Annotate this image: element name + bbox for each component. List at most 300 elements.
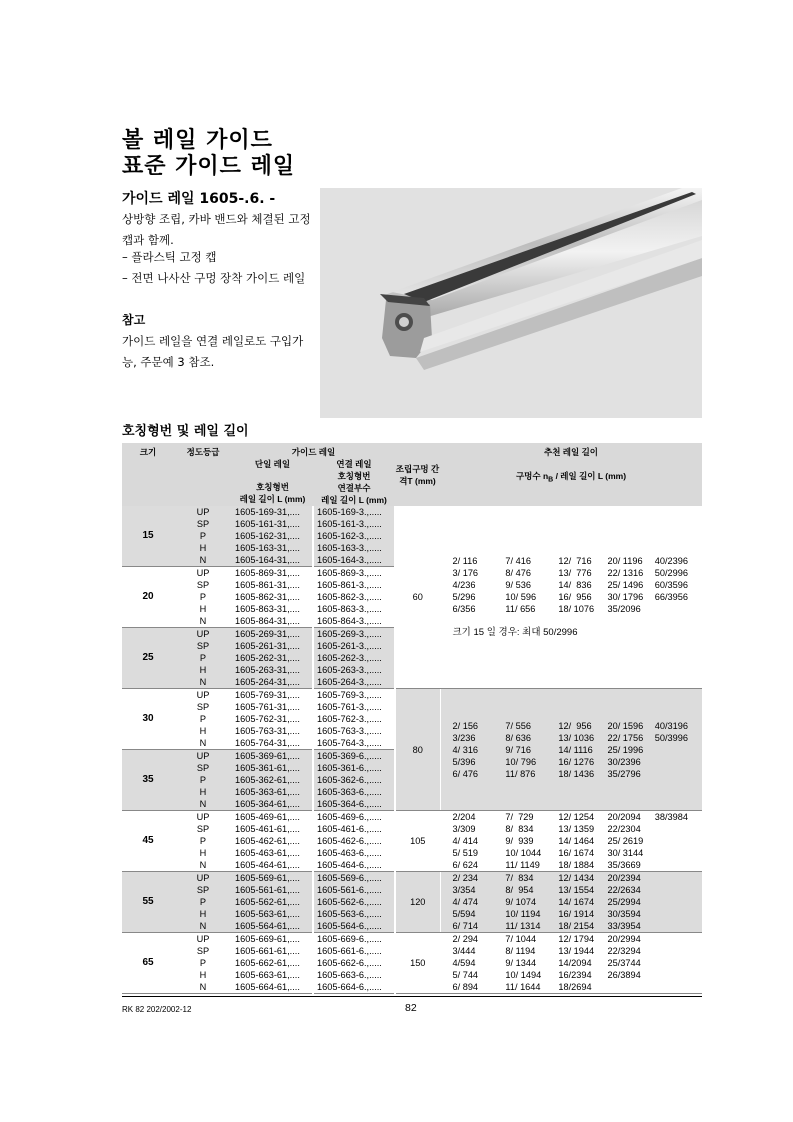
single-rail-part-number: 1605-769-31,.... (232, 689, 313, 702)
recommended-length-value: 30/2396 (607, 756, 641, 767)
recommended-length-value: 10/ 1194 (505, 909, 541, 919)
joined-rail-part-number: 1605-462-6.,..... (313, 835, 395, 847)
joined-rail-part-number: 1605-863-3.,..... (313, 603, 395, 615)
accuracy-cell: P (174, 591, 232, 603)
table-row (122, 689, 702, 702)
recommended-length-value: 4/ 474 (452, 897, 479, 907)
accuracy-cell: SP (174, 640, 232, 652)
single-rail-part-number: 1605-364-61,.... (232, 798, 313, 811)
joined-rail-part-number: 1605-364-6.,..... (313, 798, 395, 811)
joined-rail-part-number: 1605-769-3.,..... (313, 689, 395, 702)
size-cell: 25 (122, 628, 174, 689)
single-rail-part-number: 1605-869-31,.... (232, 567, 313, 580)
recommended-lengths-row (453, 603, 703, 615)
recommended-length-value: 11/ 1314 (505, 921, 541, 931)
recommended-lengths-row (453, 823, 703, 835)
joined-rail-part-number: 1605-361-6.,..... (313, 762, 395, 774)
page-title: 볼 레일 가이드 (122, 128, 273, 153)
recommended-length-value: 16/ 956 (558, 592, 592, 602)
header-recommended-group (440, 443, 702, 506)
spec-table-body (122, 506, 702, 994)
recommended-length-value: 13/ 1554 (558, 885, 595, 895)
accuracy-cell: N (174, 554, 232, 567)
recommended-length-value: 14/ 1464 (558, 836, 595, 846)
recommended-length-value: 9/ 1074 (505, 897, 537, 907)
recommended-length-value: 50/2996 (654, 568, 688, 578)
recommended-length-value (655, 884, 702, 896)
joined-rail-part-number: 1605-663-6.,..... (313, 969, 395, 981)
accuracy-cell: UP (174, 750, 232, 763)
single-rail-part-number: 1605-469-61,.... (232, 811, 313, 824)
recommended-length-value: 3/444 (452, 946, 476, 956)
single-rail-part-number: 1605-264-31,.... (232, 676, 313, 689)
table-title: 호칭형번 및 레일 길이 (122, 424, 249, 439)
recommended-length-value (655, 920, 702, 932)
recommended-length-value: 6/ 624 (452, 860, 479, 870)
single-rail-part-number: 1605-261-31,.... (232, 640, 313, 652)
joined-rail-part-number: 1605-764-3.,..... (313, 737, 395, 750)
page-subtitle: 표준 가이드 레일 (122, 154, 296, 179)
joined-rail-part-number: 1605-862-3.,..... (313, 591, 395, 603)
recommended-lengths-row (453, 908, 703, 920)
joined-rail-part-number: 1605-869-3.,..... (313, 567, 395, 580)
accuracy-cell: UP (174, 872, 232, 885)
recommended-length-value: 10/ 1494 (505, 970, 542, 980)
accuracy-cell: N (174, 798, 232, 811)
header-recommended: 추천 레일 길이 (544, 447, 598, 457)
product-heading: 가이드 레일 1605-.6. - (122, 191, 276, 207)
single-rail-part-number: 1605-863-31,.... (232, 603, 313, 615)
recommended-lengths-row (453, 981, 703, 993)
header-recommended-sub: 구멍수 $n_B$ / 레일 길이 L (mm) (515, 471, 627, 484)
recommended-length-value: 2/ 116 (452, 556, 478, 566)
recommended-length-value: 25/ 2619 (607, 836, 644, 846)
recommended-length-value: 11/ 1149 (505, 860, 540, 870)
accuracy-cell: SP (174, 884, 232, 896)
recommended-length-value (655, 896, 702, 908)
recommended-length-value: 13/ 1944 (558, 946, 595, 956)
size-cell: 15 (122, 506, 174, 567)
single-rail-part-number: 1605-162-31,.... (232, 530, 313, 542)
single-rail-part-number: 1605-161-31,.... (232, 518, 313, 530)
recommended-lengths-cell (440, 811, 702, 872)
recommended-length-value: 3/236 (452, 732, 476, 743)
single-rail-part-number: 1605-561-61,.... (232, 884, 313, 896)
recommended-length-value: 13/ 1359 (558, 824, 595, 834)
recommended-length-value: 20/2994 (607, 934, 641, 944)
recommended-length-value (607, 981, 654, 993)
recommended-length-value: 8/ 476 (505, 568, 531, 578)
joined-rail-part-number: 1605-861-3.,..... (313, 579, 395, 591)
header-single-rail: 단일 레일 (254, 459, 291, 469)
single-rail-part-number: 1605-363-61,.... (232, 786, 313, 798)
recommended-lengths-cell (440, 933, 702, 994)
single-rail-part-number: 1605-163-31,.... (232, 542, 313, 554)
accuracy-cell: P (174, 774, 232, 786)
recommended-length-value: 25/2994 (607, 897, 641, 907)
recommended-lengths-row (453, 859, 703, 871)
recommended-length-value: 12/ 1434 (558, 873, 595, 883)
recommended-length-value: 18/ 1884 (558, 860, 595, 870)
recommended-length-value: 18/ 1076 (558, 604, 595, 614)
recommended-length-value (655, 859, 702, 871)
recommended-length-value: 5/ 744 (452, 970, 479, 980)
table-row (122, 872, 702, 885)
recommended-length-value: 13/ 776 (558, 568, 592, 578)
recommended-length-value: 38/3984 (654, 812, 688, 822)
single-rail-part-number: 1605-362-61,.... (232, 774, 313, 786)
recommended-length-value: 11/ 1644 (505, 982, 541, 992)
recommended-length-value: 22/ 1316 (607, 568, 644, 578)
recommended-length-value: 6/ 476 (452, 768, 479, 779)
recommended-length-value: 11/ 656 (505, 604, 536, 614)
recommended-length-value: 7/ 556 (505, 720, 531, 731)
joined-rail-part-number: 1605-664-6.,..... (313, 981, 395, 994)
joined-rail-part-number: 1605-662-6.,..... (313, 957, 395, 969)
recommended-lengths-list (453, 555, 703, 639)
joined-rail-part-number: 1605-261-3.,..... (313, 640, 395, 652)
recommended-length-value: 5/296 (452, 592, 476, 602)
recommended-length-value (655, 835, 702, 847)
recommended-length-value: 35/2796 (607, 768, 641, 779)
accuracy-cell: UP (174, 506, 232, 518)
joined-rail-part-number: 1605-363-6.,..... (313, 786, 395, 798)
recommended-length-value: 7/ 729 (505, 812, 534, 822)
size-cell: 65 (122, 933, 174, 994)
accuracy-cell: P (174, 713, 232, 725)
joined-rail-part-number: 1605-163-3.,..... (313, 542, 395, 554)
recommended-length-value: 14/ 1674 (558, 897, 595, 907)
table-row (122, 506, 702, 518)
accuracy-cell: H (174, 786, 232, 798)
size-15-note: 크기 15 일 경우: 최대 50/2996 (452, 627, 578, 638)
recommended-length-value: 25/ 1496 (607, 580, 644, 590)
joined-rail-part-number: 1605-661-6.,..... (313, 945, 395, 957)
header-joined-part: 호칭형번 (337, 471, 371, 481)
single-rail-part-number: 1605-663-61,.... (232, 969, 313, 981)
recommended-length-value: 8/ 636 (505, 732, 531, 743)
joined-rail-part-number: 1605-562-6.,..... (313, 896, 395, 908)
recommended-length-value: 20/2394 (607, 873, 641, 883)
table-row (122, 933, 702, 946)
recommended-length-value: 30/3594 (607, 909, 641, 919)
recommended-lengths-cell (440, 689, 702, 811)
single-rail-part-number: 1605-664-61,.... (232, 981, 313, 994)
recommended-lengths-row (453, 732, 703, 744)
single-rail-part-number: 1605-662-61,.... (232, 957, 313, 969)
recommended-length-value: 7/ 1044 (505, 934, 537, 944)
accuracy-cell: SP (174, 518, 232, 530)
recommended-length-value: 2/ 294 (452, 934, 479, 944)
accuracy-cell: SP (174, 823, 232, 835)
recommended-length-value: 9/ 939 (505, 836, 534, 846)
recommended-length-value: 12/ 716 (558, 556, 592, 566)
footer-page-number: 82 (405, 1002, 417, 1014)
table-row (122, 811, 702, 824)
accuracy-cell: N (174, 920, 232, 933)
joined-rail-part-number: 1605-864-3.,..... (313, 615, 395, 628)
recommended-length-value: 4/594 (452, 958, 476, 968)
rail-photo (320, 188, 702, 418)
recommended-length-value: 5/396 (452, 756, 476, 767)
accuracy-cell: N (174, 615, 232, 628)
recommended-lengths-row (453, 933, 703, 945)
recommended-length-value: 6/ 894 (452, 982, 479, 992)
recommended-lengths-row (453, 756, 703, 768)
header-accuracy: 정도등급 (174, 443, 232, 506)
single-rail-part-number: 1605-864-31,.... (232, 615, 313, 628)
single-rail-part-number: 1605-262-31,.... (232, 652, 313, 664)
joined-rail-part-number: 1605-563-6.,..... (313, 908, 395, 920)
accuracy-cell: P (174, 652, 232, 664)
joined-rail-part-number: 1605-162-3.,..... (313, 530, 395, 542)
recommended-lengths-row (453, 835, 703, 847)
joined-rail-part-number: 1605-469-6.,..... (313, 811, 395, 824)
recommended-length-value: 10/ 796 (505, 756, 537, 767)
joined-rail-part-number: 1605-763-3.,..... (313, 725, 395, 737)
recommended-length-value: 35/2096 (607, 604, 641, 614)
single-rail-part-number: 1605-862-31,.... (232, 591, 313, 603)
recommended-length-value: 5/ 519 (452, 848, 479, 858)
joined-rail-part-number: 1605-762-3.,..... (313, 713, 395, 725)
recommended-length-value: 6/ 714 (452, 921, 479, 931)
recommended-length-value (655, 945, 702, 957)
recommended-length-value: 18/2694 (558, 982, 592, 992)
recommended-length-value: 8/ 834 (505, 824, 534, 834)
recommended-lengths-row (453, 591, 703, 603)
note-text: 가이드 레일을 연결 레일로도 구입가능, 주문예 3 참조. (122, 334, 304, 369)
recommended-lengths-row (453, 920, 703, 932)
recommended-length-value: 14/ 1116 (558, 744, 593, 755)
recommended-length-value: 12/ 1254 (558, 812, 595, 822)
recommended-length-value: 2/ 234 (452, 873, 479, 883)
recommended-length-value: 10/ 596 (505, 592, 537, 602)
accuracy-cell: SP (174, 701, 232, 713)
single-rail-part-number: 1605-562-61,.... (232, 896, 313, 908)
recommended-length-value: 40/2396 (654, 556, 688, 566)
recommended-lengths-row (453, 969, 703, 981)
header-guide-rail: 가이드 레일 (291, 447, 336, 457)
recommended-length-value: 16/ 1276 (558, 756, 595, 767)
single-rail-part-number: 1605-669-61,.... (232, 933, 313, 946)
joined-rail-part-number: 1605-164-3.,..... (313, 554, 395, 567)
rail-illustration (320, 188, 702, 418)
header-single-len: 레일 길이 L (mm) (239, 494, 306, 504)
accuracy-cell: H (174, 725, 232, 737)
note-heading: 참고 (122, 313, 146, 327)
recommended-length-value: 16/ 1914 (558, 909, 595, 919)
pitch-cell: 150 (395, 933, 440, 994)
joined-rail-part-number: 1605-463-6.,..... (313, 847, 395, 859)
header-pitch: 조립구멍 간격T (mm) (395, 443, 440, 506)
single-rail-part-number: 1605-661-61,.... (232, 945, 313, 957)
recommended-length-value: 14/2094 (558, 958, 592, 968)
recommended-length-value (655, 981, 702, 993)
recommended-length-value: 12/ 1794 (558, 934, 595, 944)
recommended-lengths-row (453, 872, 703, 884)
header-joined-len: 레일 길이 L (mm) (321, 495, 387, 505)
accuracy-cell: P (174, 957, 232, 969)
recommended-length-value: 9/ 536 (505, 580, 531, 590)
accuracy-cell: SP (174, 579, 232, 591)
recommended-length-value: 9/ 1344 (505, 958, 537, 968)
recommended-length-value (655, 768, 702, 780)
header-guide-rail-group (232, 443, 395, 506)
joined-rail-part-number: 1605-564-6.,..... (313, 920, 395, 933)
joined-rail-part-number: 1605-262-3.,..... (313, 652, 395, 664)
header-joined-parts-label: 연결부수 (337, 483, 371, 493)
recommended-lengths-row (453, 744, 703, 756)
recommended-length-value (655, 744, 702, 756)
recommended-lengths-row (453, 896, 703, 908)
recommended-lengths-row (453, 957, 703, 969)
recommended-length-value: 18/ 2154 (558, 921, 595, 931)
recommended-length-value: 7/ 416 (505, 556, 531, 566)
single-rail-part-number: 1605-369-61,.... (232, 750, 313, 763)
single-rail-part-number: 1605-462-61,.... (232, 835, 313, 847)
header-joined-rail: 연결 레일 (336, 459, 372, 469)
recommended-length-value: 3/309 (452, 824, 476, 834)
recommended-length-value: 22/2634 (607, 885, 641, 895)
recommended-length-value: 66/3956 (654, 592, 688, 602)
recommended-length-value: 12/ 956 (558, 720, 592, 731)
recommended-length-value (655, 908, 702, 920)
footer-doc-id: RK 82 202/2002-12 (122, 1005, 192, 1014)
accuracy-cell: H (174, 908, 232, 920)
recommended-length-value: 18/ 1436 (558, 768, 595, 779)
table-bottom-rule (122, 996, 702, 997)
accuracy-cell: UP (174, 628, 232, 641)
size-cell: 55 (122, 872, 174, 933)
recommended-length-value (655, 756, 702, 768)
single-rail-part-number: 1605-164-31,.... (232, 554, 313, 567)
recommended-lengths-list (453, 811, 703, 871)
accuracy-cell: H (174, 664, 232, 676)
accuracy-cell: UP (174, 933, 232, 946)
single-rail-part-number: 1605-169-31,.... (232, 506, 313, 518)
recommended-length-value (655, 872, 702, 884)
recommended-lengths-row (453, 768, 703, 780)
recommended-length-value: 10/ 1044 (505, 848, 542, 858)
recommended-length-value: 20/2094 (607, 812, 641, 822)
recommended-length-value: 26/3894 (607, 970, 641, 980)
joined-rail-part-number: 1605-464-6.,..... (313, 859, 395, 872)
recommended-lengths-row (453, 720, 703, 732)
accuracy-cell: N (174, 859, 232, 872)
recommended-lengths-row (453, 945, 703, 957)
product-intro: 상방향 조립, 카바 밴드와 체결된 고정 캡과 함께. (122, 212, 311, 247)
joined-rail-part-number: 1605-761-3.,..... (313, 701, 395, 713)
single-rail-part-number: 1605-461-61,.... (232, 823, 313, 835)
spec-table (122, 443, 702, 994)
size-cell: 35 (122, 750, 174, 811)
joined-rail-part-number: 1605-169-3.,..... (313, 506, 395, 518)
accuracy-cell: SP (174, 945, 232, 957)
single-rail-part-number: 1605-361-61,.... (232, 762, 313, 774)
recommended-length-value: 5/594 (452, 909, 476, 919)
single-rail-part-number: 1605-463-61,.... (232, 847, 313, 859)
accuracy-cell: SP (174, 762, 232, 774)
single-rail-part-number: 1605-761-31,.... (232, 701, 313, 713)
recommended-length-value (655, 969, 702, 981)
header-single-part: 호칭형번 (256, 482, 289, 492)
recommended-length-value (655, 847, 702, 859)
recommended-length-value: 33/3954 (607, 921, 641, 931)
recommended-length-value: 2/ 156 (452, 720, 479, 731)
recommended-length-value (655, 957, 702, 969)
recommended-length-value: 3/354 (452, 885, 476, 895)
pitch-cell: 80 (395, 689, 440, 811)
recommended-length-value: 4/236 (452, 580, 476, 590)
accuracy-cell: H (174, 603, 232, 615)
recommended-length-value: 60/3596 (654, 580, 688, 590)
recommended-length-value: 2/204 (452, 812, 476, 822)
recommended-lengths-row (453, 579, 703, 591)
pitch-cell: 120 (395, 872, 440, 933)
single-rail-part-number: 1605-563-61,.... (232, 908, 313, 920)
recommended-length-value: 9/ 716 (505, 744, 531, 755)
recommended-length-value: 22/2304 (607, 824, 641, 834)
recommended-length-value: 13/ 1036 (558, 732, 595, 743)
spec-table-wrapper (122, 443, 702, 997)
joined-rail-part-number: 1605-669-6.,..... (313, 933, 395, 946)
accuracy-cell: P (174, 896, 232, 908)
recommended-length-value: 40/3196 (654, 720, 688, 731)
accuracy-cell: N (174, 737, 232, 750)
joined-rail-part-number: 1605-161-3.,..... (313, 518, 395, 530)
accuracy-cell: P (174, 530, 232, 542)
recommended-lengths-list (453, 872, 703, 932)
recommended-length-value: 8/ 954 (505, 885, 534, 895)
joined-rail-part-number: 1605-369-6.,..... (313, 750, 395, 763)
recommended-length-value: 25/ 1996 (607, 744, 644, 755)
single-rail-part-number: 1605-269-31,.... (232, 628, 313, 641)
accuracy-cell: N (174, 981, 232, 994)
recommended-length-value: 3/ 176 (452, 568, 479, 578)
recommended-length-value: 50/3996 (654, 732, 688, 743)
accuracy-cell: UP (174, 689, 232, 702)
single-rail-part-number: 1605-569-61,.... (232, 872, 313, 885)
recommended-length-value: 30/ 1796 (607, 592, 644, 602)
single-rail-part-number: 1605-763-31,.... (232, 725, 313, 737)
single-rail-part-number: 1605-464-61,.... (232, 859, 313, 872)
recommended-length-value: 30/ 3144 (607, 848, 644, 858)
accuracy-cell: H (174, 847, 232, 859)
product-bullet-cap: – 플라스틱 고정 캡 (122, 250, 217, 264)
recommended-length-value: 14/ 836 (558, 580, 592, 590)
joined-rail-part-number: 1605-362-6.,..... (313, 774, 395, 786)
size-cell: 30 (122, 689, 174, 750)
recommended-length-value: 8/ 1194 (505, 946, 536, 956)
joined-rail-part-number: 1605-561-6.,..... (313, 884, 395, 896)
recommended-length-value: 6/356 (452, 604, 476, 614)
joined-rail-part-number: 1605-461-6.,..... (313, 823, 395, 835)
accuracy-cell: UP (174, 811, 232, 824)
recommended-length-value: 35/3669 (607, 860, 641, 870)
recommended-lengths-list (453, 933, 703, 993)
recommended-length-value: 7/ 834 (505, 873, 534, 883)
recommended-length-value: 22/3294 (607, 946, 641, 956)
single-rail-part-number: 1605-764-31,.... (232, 737, 313, 750)
size-cell: 45 (122, 811, 174, 872)
size-cell: 20 (122, 567, 174, 628)
single-rail-part-number: 1605-861-31,.... (232, 579, 313, 591)
header-size: 크기 (122, 443, 174, 506)
recommended-lengths-row (453, 555, 703, 567)
product-bullet-rail: – 전면 나사산 구멍 장착 가이드 레일 (122, 271, 306, 285)
recommended-length-value (655, 823, 702, 835)
recommended-length-value: 4/ 414 (452, 836, 479, 846)
